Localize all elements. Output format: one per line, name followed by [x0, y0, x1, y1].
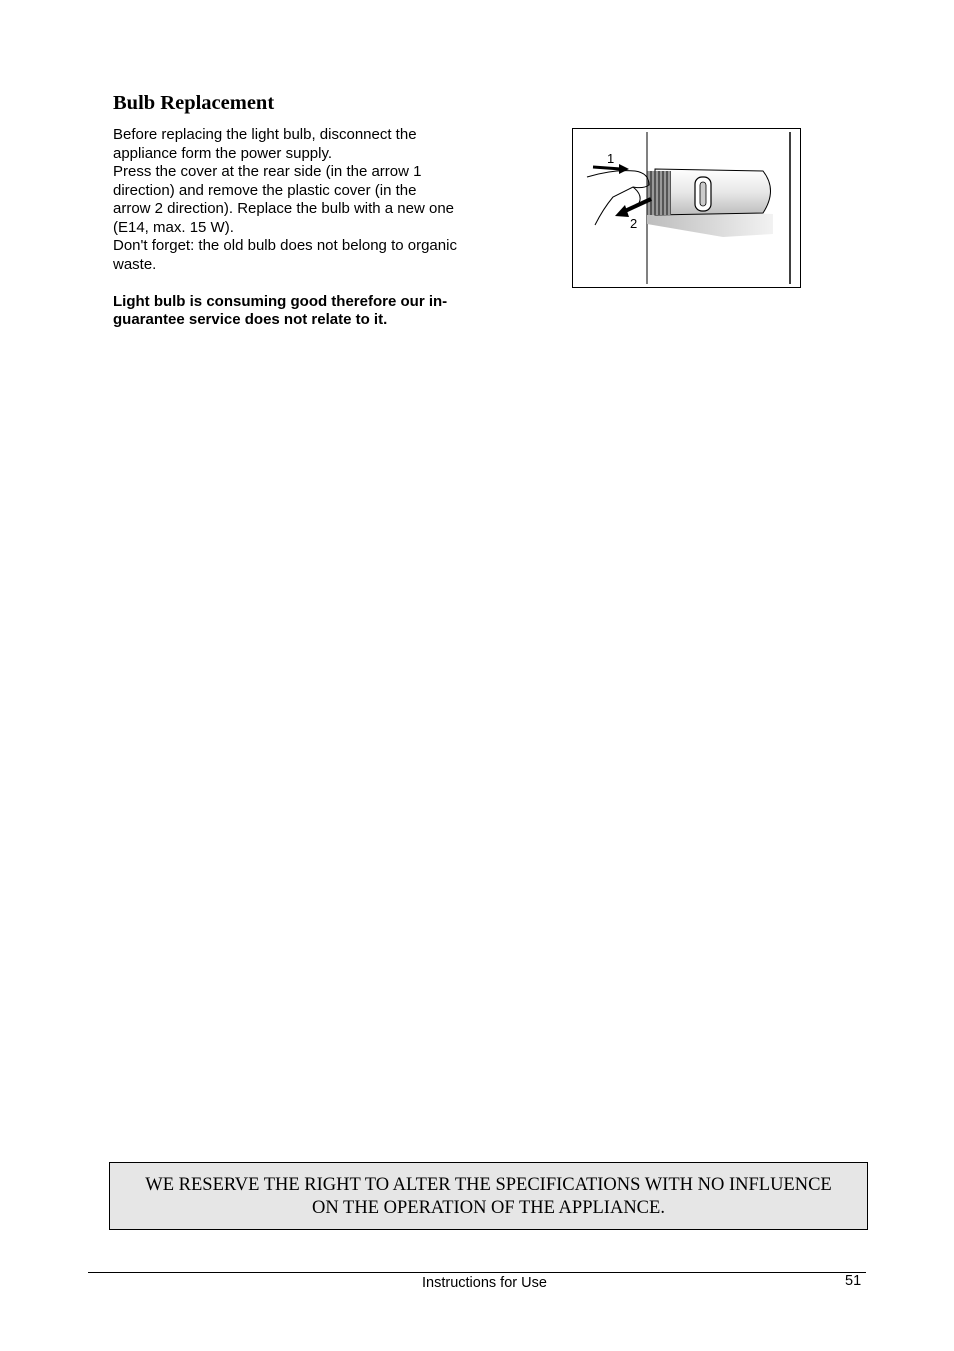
footer-rule	[88, 1272, 866, 1273]
notice-line-1: WE RESERVE THE RIGHT TO ALTER THE SPECIFICATIONS WITH NO INFLUENCE	[145, 1175, 832, 1195]
paragraph-old-bulb: Don't forget: the old bulb does not belong to organic waste.	[113, 237, 457, 273]
section-heading: Bulb Replacement	[113, 92, 275, 114]
rear-cover-ribs	[647, 171, 671, 215]
guarantee-note: Light bulb is consuming good therefore our in-guarantee service does not relate to it.	[113, 292, 448, 328]
paragraph-press-cover: Press the cover at the rear side (in the arrow 1 direction) and remove the plastic cover (in the arrow 2 direction). Replace the bulb with a new one (E14, max. 15 W).	[113, 163, 455, 236]
paragraph-disconnect: Before replacing the light bulb, disconnect the appliance form the power supply.	[113, 126, 417, 162]
arrow-1	[593, 167, 621, 169]
arrow-2-label: 2	[630, 216, 638, 231]
page-number: 51	[845, 1273, 862, 1289]
footer-title: Instructions for Use	[422, 1275, 547, 1291]
arrow-1-label: 1	[607, 151, 615, 166]
bulb-replacement-illustration	[572, 128, 801, 288]
notice-line-2: ON THE OPERATION OF THE APPLIANCE.	[312, 1198, 665, 1218]
specification-notice	[109, 1162, 868, 1230]
lamp-housing	[655, 169, 771, 215]
section-body	[113, 126, 458, 330]
lamp-cover-drawing	[573, 129, 800, 287]
